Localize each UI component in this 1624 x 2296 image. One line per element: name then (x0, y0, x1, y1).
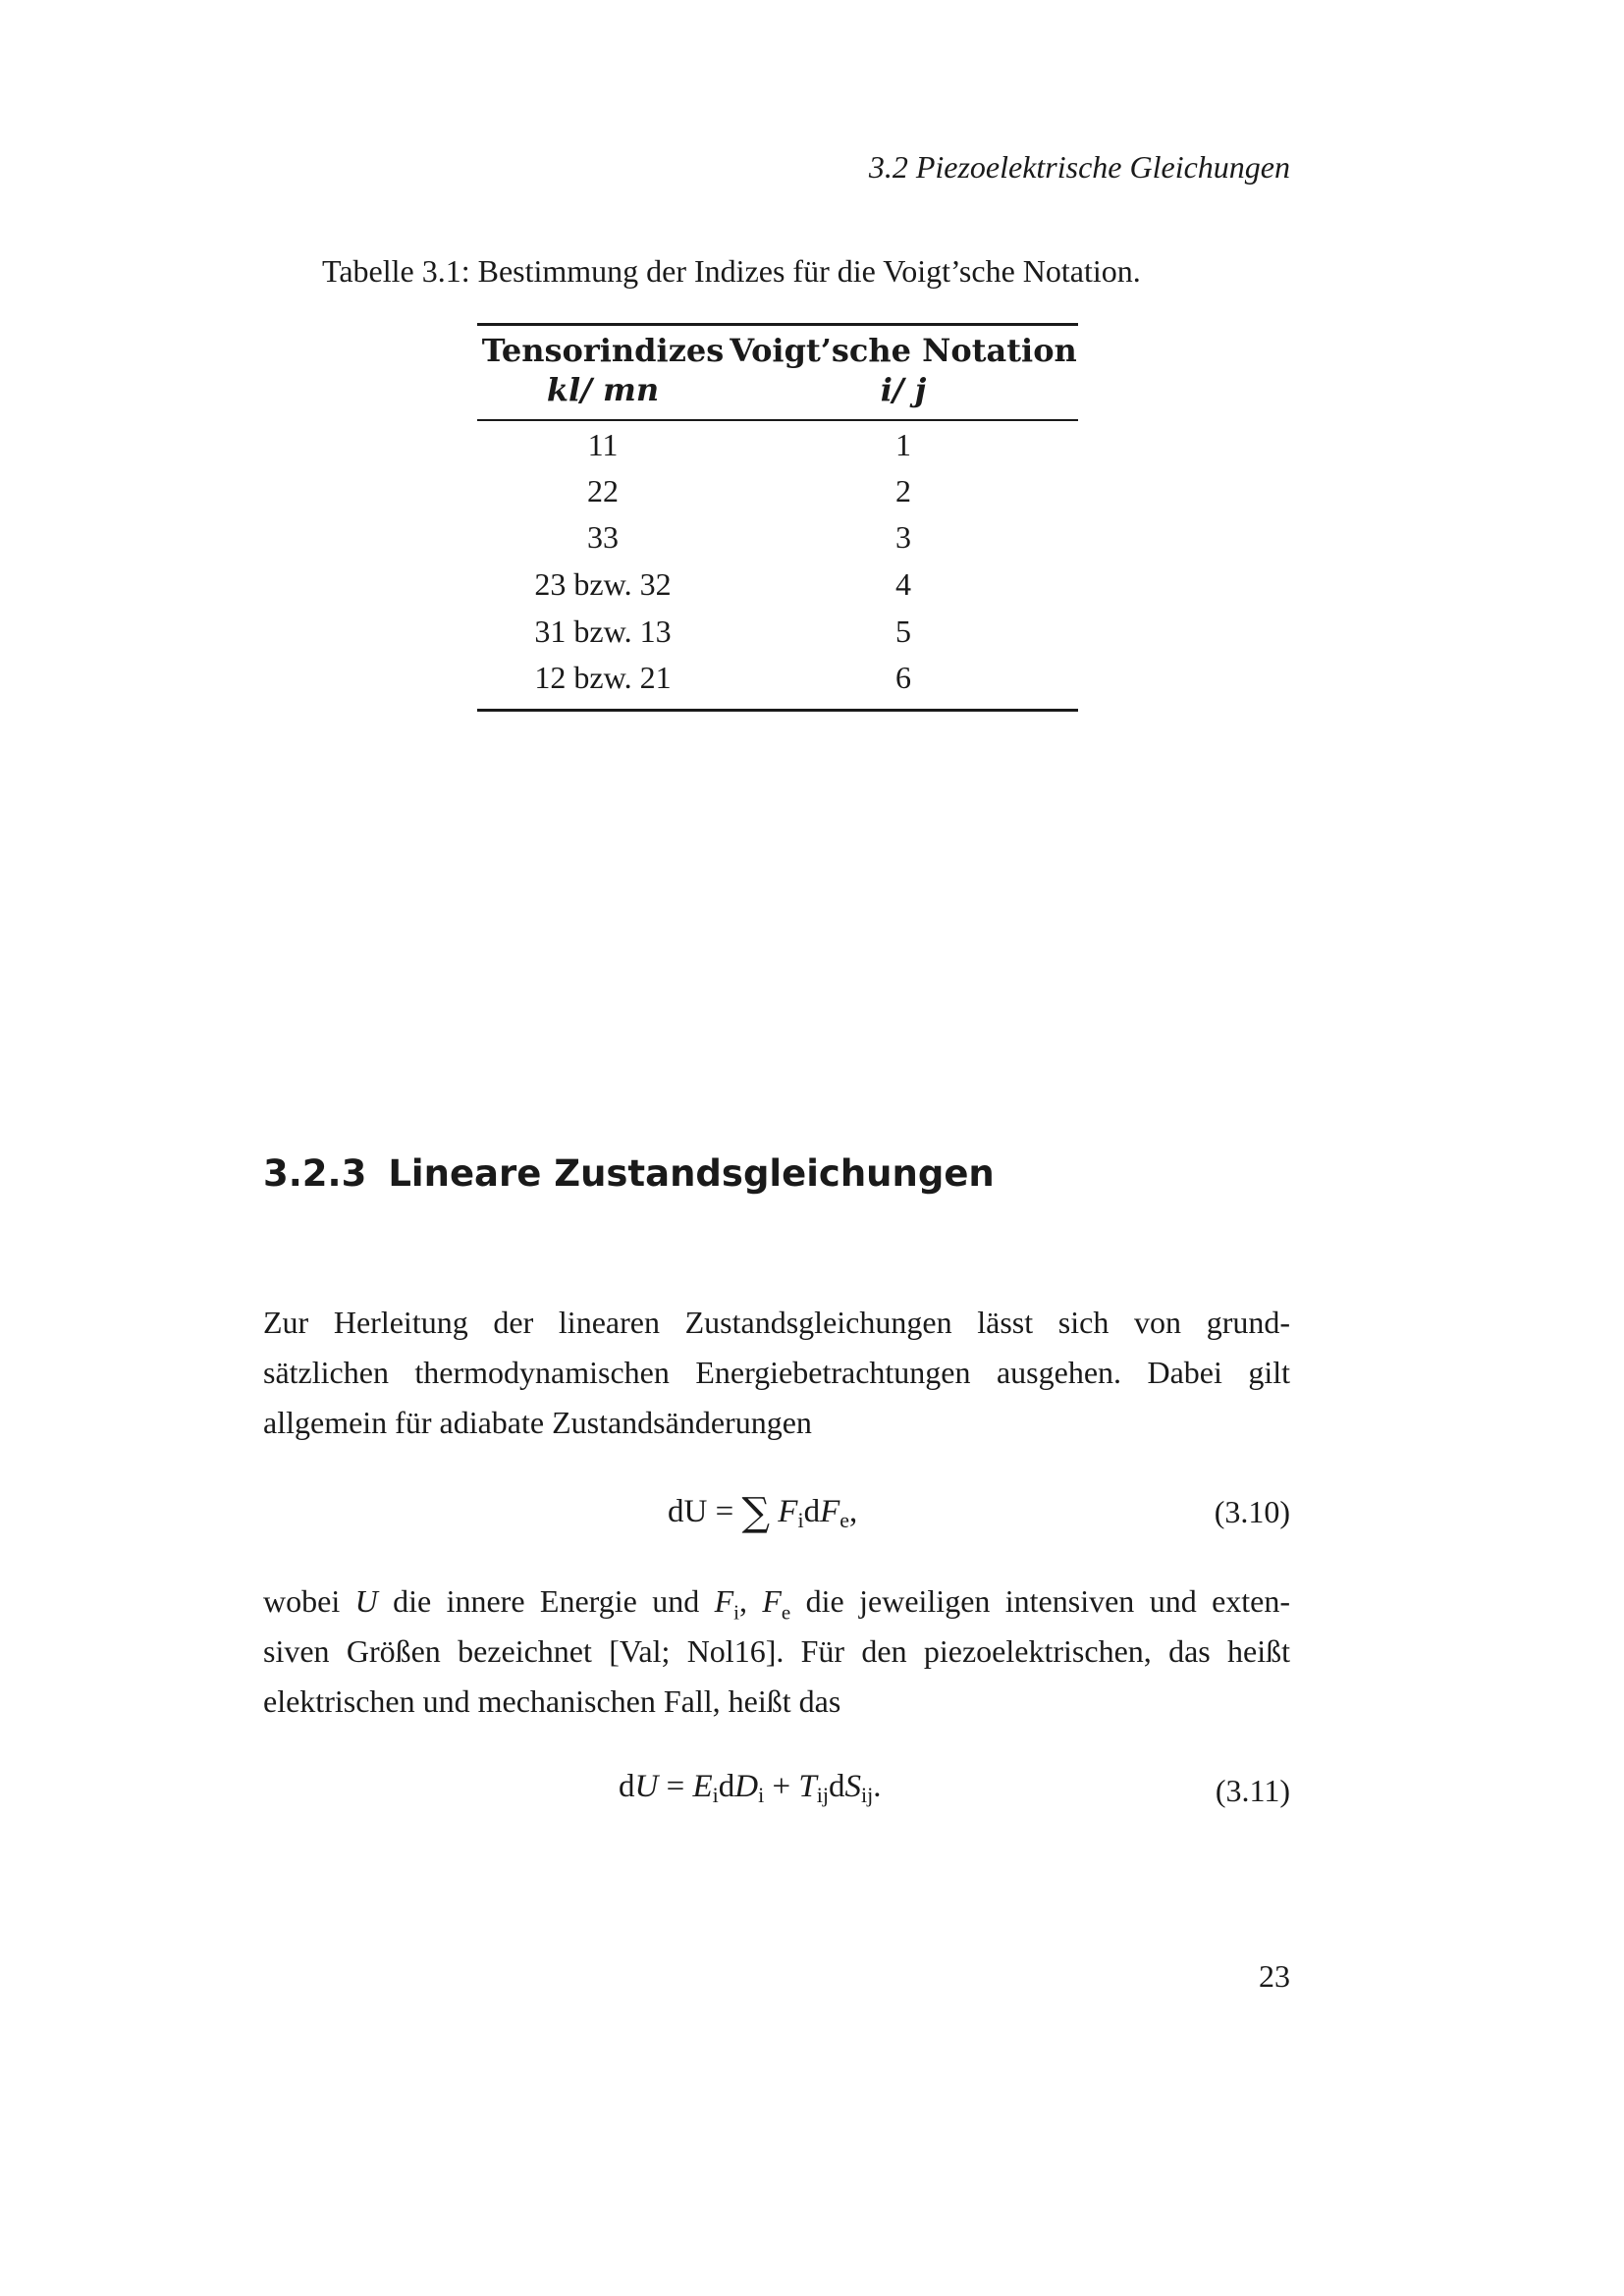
equation-label-3-11: (3.11) (1215, 1773, 1290, 1808)
page-number: 23 (1259, 1958, 1290, 1994)
eq-var: F (820, 1494, 840, 1529)
equation-3-10 (668, 1490, 857, 1535)
paragraph-intro (263, 1298, 1290, 1448)
paragraph-line: sätzlichen thermodynamischen Energiebetrachtungen ausgehen. Dabei gilt (263, 1355, 1290, 1390)
table-cell: 1 (895, 427, 911, 462)
table-caption: Tabelle 3.1: Bestimmung der Indizes für die Voigt’sche Notation. (322, 253, 1141, 289)
table-top-rule (477, 323, 1078, 326)
table-cell: 5 (895, 614, 911, 649)
table-bottom-rule (477, 709, 1078, 712)
table-cell: 23 bzw. 32 (534, 566, 672, 602)
table-header-tensorindizes: Tensorindizes (481, 332, 725, 369)
paragraph-line: Zur Herleitung der linearen Zustandsgleichungen lässt sich von grund- (263, 1305, 1290, 1340)
equation-label-3-10: (3.10) (1214, 1494, 1290, 1529)
eq-sub: i (797, 1508, 804, 1532)
paragraph-definitions (263, 1576, 1290, 1727)
table-cell: 2 (895, 473, 911, 508)
paragraph-line: allgemein für adiabate Zustandsänderungen (263, 1405, 812, 1440)
eq-punct: , (849, 1494, 858, 1529)
eq-var: F (778, 1494, 798, 1529)
table-cell: 31 bzw. 13 (534, 614, 672, 649)
table-header-voigt-notation: Voigt’sche Notation (730, 332, 1077, 369)
table-cell: 6 (895, 660, 911, 695)
table-cell: 22 (587, 473, 619, 508)
sum-symbol: ∑ (741, 1490, 771, 1535)
eq-sub: e (839, 1508, 849, 1532)
eq-op: d (803, 1494, 821, 1529)
table-cell: 11 (587, 427, 619, 462)
table-subheader-i-j: i/ j (880, 371, 927, 408)
table-cell: 3 (895, 519, 911, 555)
table-cell: 12 bzw. 21 (534, 660, 672, 695)
eq-lhs: dU = (668, 1494, 742, 1529)
equation-3-11: dU = $E_idD_i + T_{ij}dS_{ij}$. (619, 1769, 882, 1807)
table-cell: 4 (895, 566, 911, 602)
section-title: Lineare Zustandsgleichungen (388, 1152, 995, 1195)
table-mid-rule (477, 419, 1078, 421)
section-heading (263, 1152, 995, 1195)
paragraph-line: siven Größen bezeichnet [Val; Nol16]. Für den piezoelektrischen, das heißt (263, 1633, 1290, 1669)
section-number: 3.2.3 (263, 1152, 367, 1195)
table-cell: 33 (587, 519, 619, 555)
table-subheader-kl-mn: kl/ mn (546, 371, 660, 408)
paragraph-line: elektrischen und mechanischen Fall, heißt das (263, 1683, 841, 1719)
paragraph-line: wobei U die innere Energie und $F_i$, $F_e$ die jeweiligen intensiven und exten- (263, 1583, 1291, 1625)
running-head: 3.2 Piezoelektrische Gleichungen (868, 149, 1290, 185)
